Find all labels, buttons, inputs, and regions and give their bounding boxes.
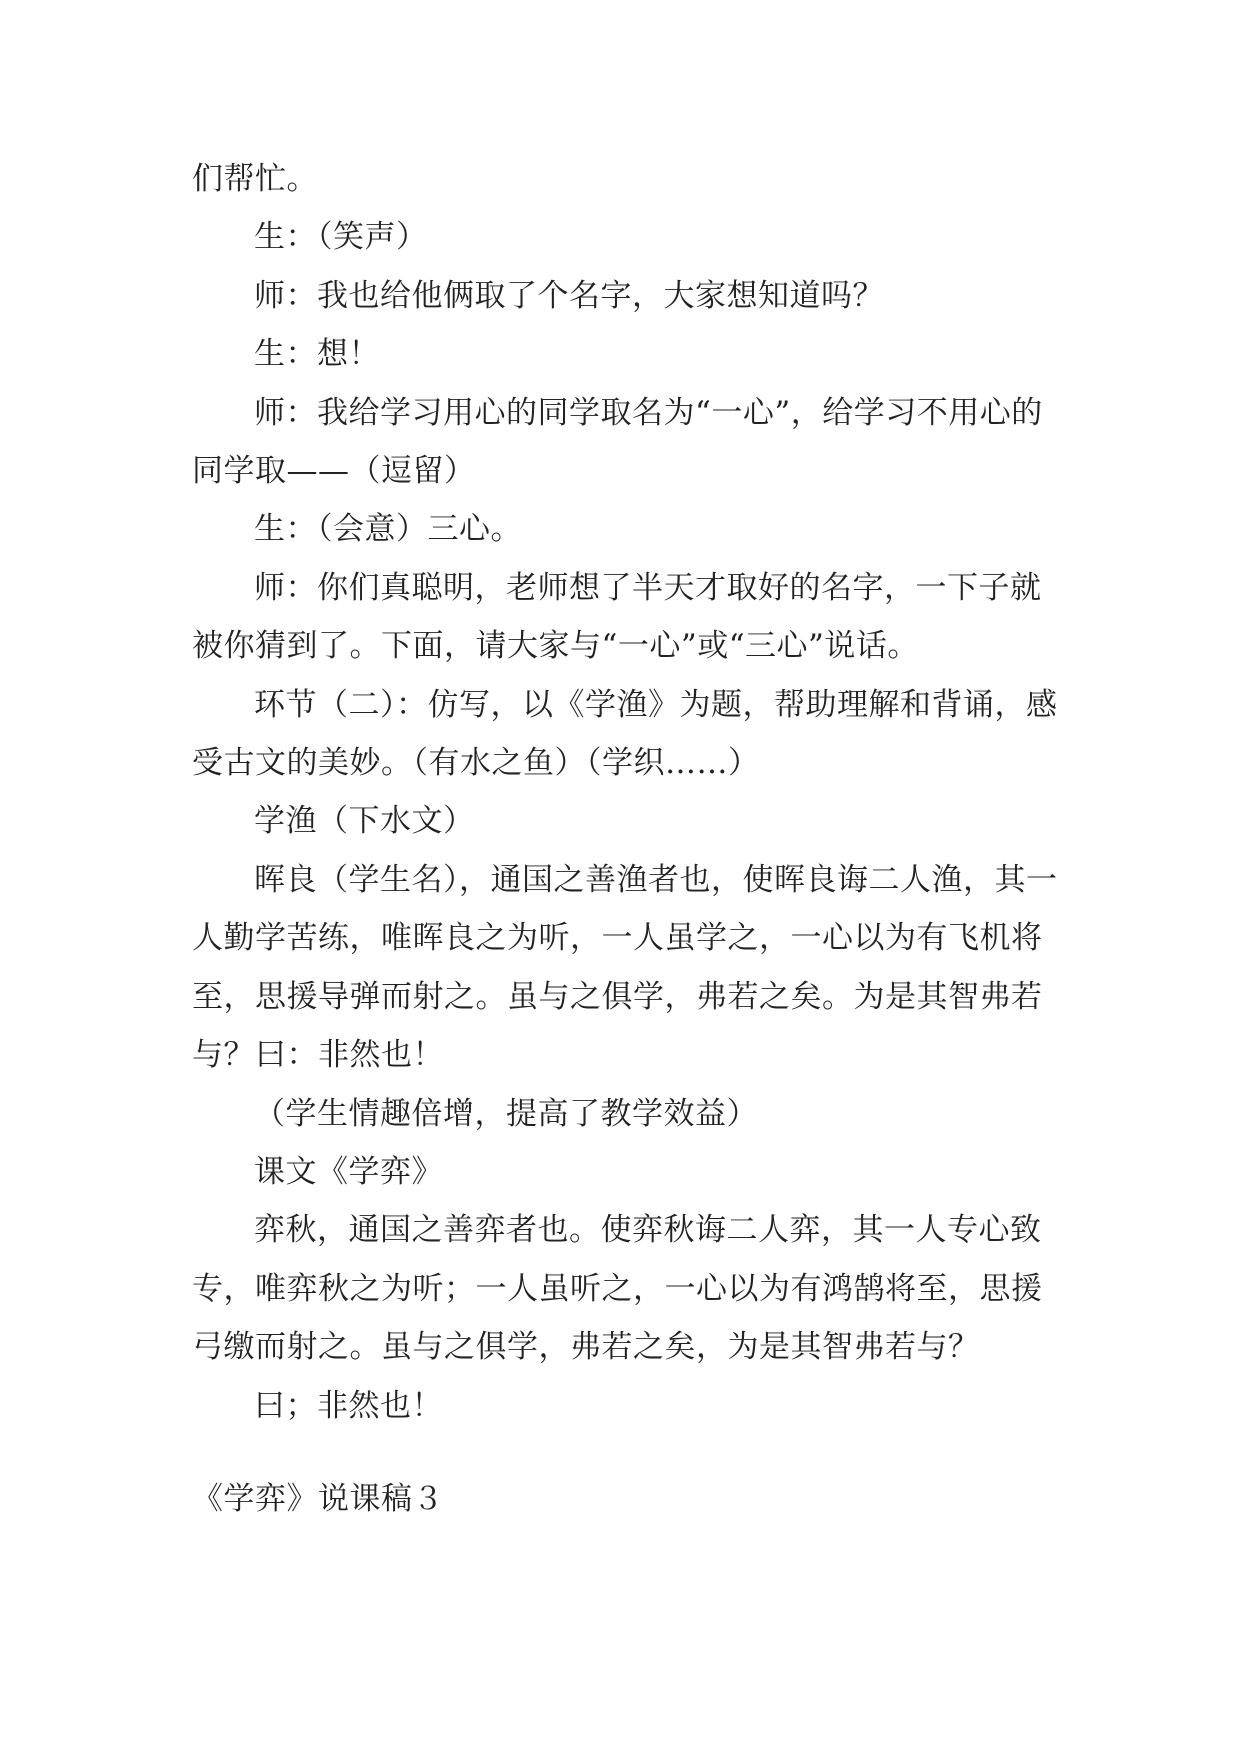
paragraph: 生：想！	[254, 336, 380, 373]
paragraph: 学渔（下水文）	[254, 803, 475, 840]
body-text	[192, 150, 1072, 1435]
paragraph: 课文《学弈》	[254, 1153, 443, 1190]
paragraph: 们帮忙。	[192, 161, 318, 197]
paragraph: 师：我给学习用心的同学取名为“一心”，给学习不用心的同学取——（逗留）	[192, 394, 1043, 490]
paragraph: （学生情趣倍增，提高了教学效益）	[254, 1095, 758, 1132]
paragraph: 环节（二）：仿写，以《学渔》为题，帮助理解和背诵，感受古文的美妙。（有水之鱼）（学织……）	[192, 686, 1058, 782]
paragraph: 师：我也给他俩取了个名字，大家想知道吗？	[254, 277, 884, 314]
paragraph: 晖良（学生名），通国之善渔者也，使晖良诲二人渔，其一人勤学苦练，唯晖良之为听，一人虽学之，一心以为有飞机将至，思援导弹而射之。虽与之俱学，弗若之矣。为是其智弗若与？曰：非然也！	[192, 861, 1058, 1074]
section-heading: 《学弈》说课稿３	[192, 1481, 444, 1517]
paragraph: 曰；非然也！	[254, 1387, 443, 1424]
paragraph: 弈秋，通国之善弈者也。使弈秋诲二人弈，其一人专心致专，唯弈秋之为听；一人虽听之，一心以为有鸿鹄将至，思援弓缴而射之。虽与之俱学，弗若之矣，为是其智弗若与？	[192, 1212, 1043, 1366]
paragraph: 生：（会意）三心。	[254, 511, 522, 548]
paragraph: 师：你们真聪明，老师想了半天才取好的名字，一下子就被你猜到了。下面，请大家与“一心”或“三心”说话。	[192, 569, 1042, 665]
paragraph: 生：（笑声）	[254, 219, 428, 256]
